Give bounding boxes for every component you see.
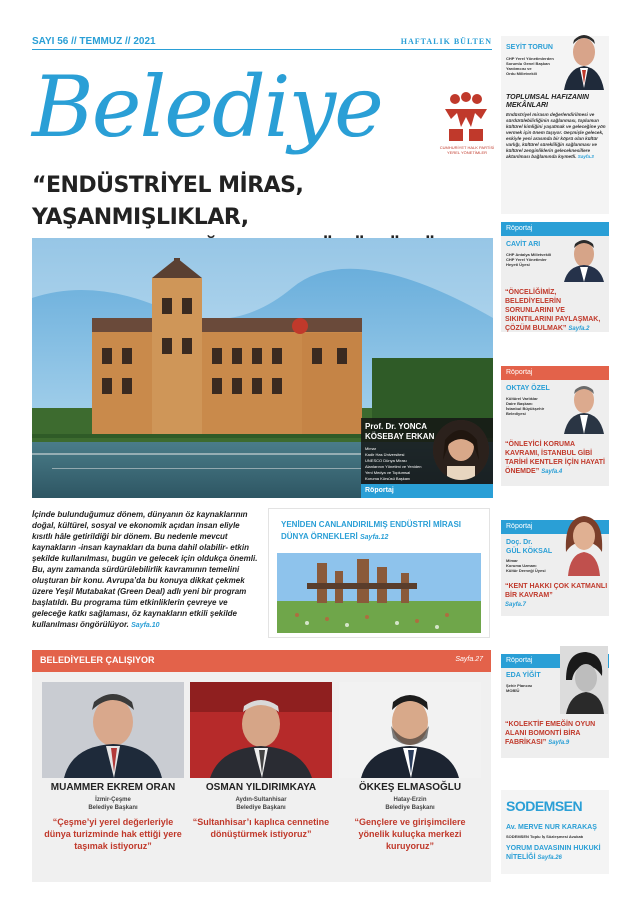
ari-role-3: Heyeti Üyesi xyxy=(506,262,530,267)
intro-page-ref[interactable]: Sayfa.10 xyxy=(131,622,160,629)
interviewee-name xyxy=(365,422,434,442)
torun-role-1: CHP Yerel Yönetimlerden xyxy=(506,56,554,61)
edition-label: HAFTALIK BÜLTEN xyxy=(400,37,492,46)
sodemsen-page-ref[interactable]: Sayfa.26 xyxy=(537,855,562,861)
sodemsen-quote-block xyxy=(506,844,606,863)
interview-tag: Röportaj xyxy=(361,484,493,498)
yigit-quote-block xyxy=(505,720,609,748)
sodemsen-logo: SODEMSEN xyxy=(506,798,583,814)
interviewee-desc-6: Koruma Kürsüsü Başkanı xyxy=(365,476,411,481)
industrial-heritage-title-1: YENİDEN CANLANDIRILMIŞ ENDÜSTRİ MİRASI xyxy=(281,520,462,529)
ari-portrait xyxy=(560,238,608,282)
yigit-name: EDA YİĞİT xyxy=(506,672,541,679)
torun-article-title xyxy=(506,94,606,110)
mayor-card-yildirimkaya[interactable] xyxy=(190,682,332,874)
koksal-title: Doç. Dr. xyxy=(506,539,533,546)
mayor-role-oran: Belediye Başkanı xyxy=(88,805,138,811)
koksal-roles xyxy=(506,558,562,573)
torun-role-3: Yardımcısı ve xyxy=(506,66,532,71)
interviewee-title: Prof. Dr. YONCA xyxy=(365,422,428,431)
mayor-city-elmasoglu: Hatay-Erzin xyxy=(393,797,427,803)
ari-page-ref[interactable]: Sayfa.2 xyxy=(568,326,590,332)
ozel-quote-block xyxy=(505,440,609,477)
industrial-heritage-box[interactable] xyxy=(268,508,490,638)
koksal-role-3: Kültür Derneği Üyesi xyxy=(506,568,546,573)
koksal-name: GÜL KÖKSAL xyxy=(506,548,553,555)
mayor-role-elmasoglu: Belediye Başkanı xyxy=(385,805,435,811)
yigit-role-1: Şehir Plancısı xyxy=(506,683,533,688)
mayor-photo-yildirimkaya xyxy=(190,682,332,778)
yigit-roles xyxy=(506,683,562,693)
ari-tag: Röportaj xyxy=(501,222,609,236)
ari-role-2: CHP Yerel Yönetimler xyxy=(506,257,547,262)
ozel-name: OKTAY ÖZEL xyxy=(506,385,550,392)
municipalities-section-header xyxy=(32,650,491,672)
ozel-role-4: Belediyesi xyxy=(506,411,526,416)
mayor-city-yildirimkaya: Aydın-Sultanhisar xyxy=(235,797,287,803)
interviewee-surname: KÖSEBAY ERKAN xyxy=(365,432,435,441)
mayor-quote-yildirimkaya: “Sultanhisar’ı kaplıca cennetine dönüştürmek istiyoruz” xyxy=(192,817,330,839)
interview-card[interactable] xyxy=(361,418,493,498)
gas-works-park-photo xyxy=(277,553,481,633)
ozel-tag: Röportaj xyxy=(501,366,609,380)
mayor-location-yildirimkaya xyxy=(190,796,332,812)
ozel-page-ref[interactable]: Sayfa.4 xyxy=(541,469,563,475)
interviewee-desc-1: Mimar xyxy=(365,446,377,451)
mayor-name-oran: MUAMMER EKREM ORAN xyxy=(50,782,176,793)
issue-number: SAYI 56 // TEMMUZ // 2021 xyxy=(32,36,156,47)
ozel-quote: “ÖNLEYİCİ KORUMA KAVRAMI, İSTANBUL GİBİ TARİHİ KENTLER İÇİN HAYATİ ÖNEMDE” xyxy=(505,441,605,475)
torun-text: Endüstriyel mirasın değerlendirilmesi ve sürdürülebilirliğinin sağlanması, toplumun kültürel kimliğini yaşatmak ve geleceğine yön vermek için önem taşıyor. Geçmişle gelecek, eskiyle yeni arasında bir köprü olan kültür varlığı, kültürel sürekliliğin sağlanması ve kültürel zenginliklerin geleceknesillere aktarılması bağlamında kıymetli. xyxy=(506,112,606,159)
koksal-page-ref[interactable]: Sayfa.7 xyxy=(505,602,527,608)
intro-paragraph xyxy=(32,509,262,631)
yigit-tag: Röportaj xyxy=(501,654,609,668)
mayor-card-oran[interactable] xyxy=(42,682,184,874)
torun-roles xyxy=(506,56,566,76)
mayor-photo-elmasoglu xyxy=(339,682,481,778)
interviewee-portrait xyxy=(433,420,489,480)
interviewee-desc-5: Yeni Medya ve Toplumsal xyxy=(365,470,411,475)
hero-photo xyxy=(32,238,493,498)
mayor-location-elmasoglu xyxy=(339,796,481,812)
yigit-page-ref[interactable]: Sayfa.9 xyxy=(548,740,570,746)
ozel-roles xyxy=(506,396,566,416)
mayor-card-elmasoglu[interactable] xyxy=(339,682,481,874)
mayor-quote-oran: “Çeşme’yi yerel değerleriyle dünya turizminde hak ettiği yere taşımak istiyoruz” xyxy=(44,817,182,851)
ozel-role-1: Kültürel Varlıklar xyxy=(506,396,538,401)
torun-role-2: Sorumlu Genel Başkan xyxy=(506,61,550,66)
interviewee-desc-4: Alanlarının Yönetimi ve Yeniden xyxy=(365,464,422,469)
intro-text: İçinde bulunduğumuz dönem, dünyanın öz kaynaklarının doğal, kültürel, sosyal ve ekonomik açıdan insan eliyle kısıtlı hâle getirildiği bir dönem. Bu nedenle mevcut kaynakların -insan kaynakları da buna dahil olabilir- etkin şekilde kullanılması, bugün ve gelecek için oldukça önemli. Bu, aynı zamanda sürdürülebilirlik kavramının temelini oluşturan bir konu. Avrupa’da bu konuya dikkat çekmek üzere Yeşil Mutabakat (Green Deal) adlı yeni bir program başlatıldı. Bu programa tüm etkinliklerin çevreye ve geleceğe katkı sağlaması, öz kaynakların etkili şekilde kullanılması öngörülüyor. xyxy=(32,510,258,629)
ari-quote: “ÖNCELİĞİMİZ, BELEDİYELERİN SORUNLARINI VE SIKINTILARINI PAYLAŞMAK, ÇÖZÜM BULMAK” xyxy=(505,289,601,332)
sodemsen-quote: YORUM DAVASININ HUKUKİ NİTELİĞİ xyxy=(506,845,601,861)
koksal-role-2: Koruma Uzmanı xyxy=(506,563,537,568)
mayor-role-yildirimkaya: Belediye Başkanı xyxy=(236,805,286,811)
ozel-role-3: İstanbul Büyükşehir xyxy=(506,406,545,411)
ari-role-1: CHP Antalya Milletvekili xyxy=(506,252,552,257)
koksal-role-1: Mimar xyxy=(506,558,518,563)
mayor-name-yildirimkaya: OSMAN YILDIRIMKAYA xyxy=(205,782,317,793)
chp-yerel-yonetimler-logo xyxy=(441,87,491,143)
yigit-role-2: MOBİÜ xyxy=(506,688,520,693)
sodemsen-role: SODEMSEN Toplu İş Sözleşmesi Avukatı xyxy=(506,834,584,839)
torun-title-2: MEKÂNLARI xyxy=(506,102,548,109)
torun-article-text xyxy=(506,112,606,160)
ari-quote-block xyxy=(505,288,609,334)
interviewee-desc-2: Kadir Has Üniversitesi xyxy=(365,452,405,457)
torun-portrait xyxy=(560,30,608,90)
mayor-name-elmasoglu: ÖKKEŞ ELMASOĞLU xyxy=(358,782,462,793)
koksal-quote: “KENT HAKKI ÇOK KATMANLI BİR KAVRAM” xyxy=(505,583,608,599)
logo-caption: CUMHURİYET HALK PARTİSİ YEREL YÖNETİMLER xyxy=(439,145,495,155)
koksal-tag: Röportaj xyxy=(501,520,609,534)
masthead-title: Belediye xyxy=(32,58,382,156)
koksal-quote-block xyxy=(505,582,609,610)
yigit-quote: “KOLEKTİF EMEĞİN OYUN ALANI BOMONTİ BİRA FABRİKASI” xyxy=(505,721,596,746)
municipalities-page-ref[interactable]: Sayfa.27 xyxy=(455,656,483,663)
koksal-portrait xyxy=(560,512,608,576)
mayor-photo-oran xyxy=(42,682,184,778)
sodemsen-name: Av. MERVE NUR KARAKAŞ xyxy=(506,824,597,831)
industrial-heritage-title-2: DÜNYA ÖRNEKLERİ xyxy=(281,532,358,541)
ozel-portrait xyxy=(560,382,608,434)
yigit-portrait xyxy=(560,646,608,714)
torun-role-4: Ordu Milletvekili xyxy=(506,71,537,76)
industrial-heritage-page-ref[interactable]: Sayfa.12 xyxy=(359,534,389,541)
ari-roles xyxy=(506,252,566,267)
industrial-heritage-title xyxy=(281,519,491,544)
interviewee-desc-3: UNESCO Dünya Mirası xyxy=(365,458,407,463)
issue-line xyxy=(32,36,492,50)
torun-page-ref[interactable]: Sayfa.3 xyxy=(577,154,594,159)
headline-line-1: “ENDÜSTRİYEL MİRAS, YAŞANMIŞLIKLAR, xyxy=(32,173,304,230)
torun-title-1: TOPLUMSAL HAFIZANIN xyxy=(506,94,589,101)
torun-name: SEYİT TORUN xyxy=(506,44,553,51)
municipalities-title: BELEDİYELER ÇALIŞIYOR xyxy=(40,655,155,665)
koksal-name-block xyxy=(506,538,552,556)
mayor-city-oran: İzmir-Çeşme xyxy=(95,797,131,803)
interviewee-description xyxy=(365,446,435,482)
ozel-role-2: Daire Başkanı xyxy=(506,401,533,406)
ari-name: CAVİT ARI xyxy=(506,241,541,248)
mayor-location-oran xyxy=(42,796,184,812)
mayor-quote-elmasoglu: “Gençlere ve girişimcilere yönelik kuluçka merkezi kuruyoruz” xyxy=(354,817,466,851)
